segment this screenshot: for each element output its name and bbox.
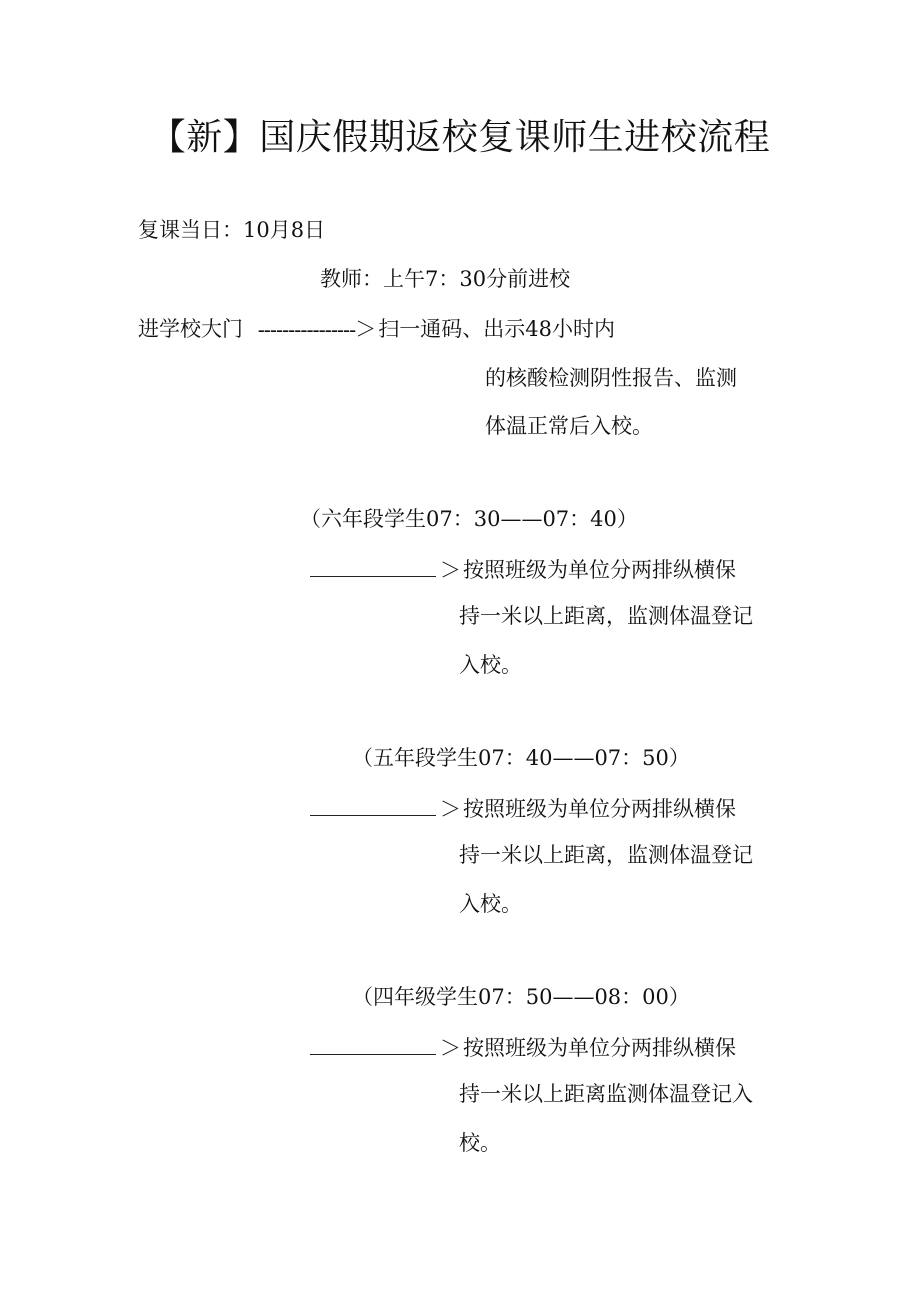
teacher-gate-row <box>138 319 615 341</box>
group-step-line1: 按照班级为单位分两排纵横保 <box>463 797 736 821</box>
flow-arrow-icon: ＞ <box>440 1036 461 1060</box>
group-step-line3: 入校。 <box>459 653 522 677</box>
group-flow-row-grade6 <box>310 558 736 581</box>
flow-line <box>310 797 436 816</box>
flow-arrow-icon: ＞ <box>355 317 377 341</box>
group-step-line3: 校。 <box>459 1131 501 1155</box>
teacher-step-line1: 扫一通码、出示48小时内 <box>378 317 615 341</box>
group-step-line2: 持一米以上距离监测体温登记入 <box>459 1082 753 1106</box>
group-step-line3: 入校。 <box>459 892 522 916</box>
flow-dashes: ---------------- <box>257 318 356 342</box>
flow-arrow-icon: ＞ <box>440 558 461 582</box>
group-step-line2: 持一米以上距离，监测体温登记 <box>459 843 753 867</box>
gate-label: 进学校大门 <box>138 317 243 341</box>
flow-line <box>310 1036 436 1055</box>
resume-day: 复课当日：10月8日 <box>138 218 326 242</box>
group-header-grade4: （四年级学生07：50——08：00） <box>352 985 690 1009</box>
flow-line <box>310 558 436 577</box>
group-flow-row-grade5 <box>310 797 736 820</box>
group-step-line1: 按照班级为单位分两排纵横保 <box>463 1036 736 1060</box>
group-header-grade5: （五年段学生07：40——07：50） <box>352 746 690 770</box>
flow-arrow-icon: ＞ <box>440 797 461 821</box>
teacher-step-line3: 体温正常后入校。 <box>485 414 653 438</box>
group-flow-row-grade4 <box>310 1036 736 1059</box>
group-header-grade6: （六年段学生07：30——07：40） <box>300 507 638 531</box>
group-step-line2: 持一米以上距离，监测体温登记 <box>459 604 753 628</box>
teacher-time: 教师：上午7：30分前进校 <box>320 267 571 291</box>
page-title: 【新】国庆假期返校复课师生进校流程 <box>149 117 771 158</box>
group-step-line1: 按照班级为单位分两排纵横保 <box>463 558 736 582</box>
teacher-step-line2: 的核酸检测阴性报告、监测 <box>485 366 737 390</box>
